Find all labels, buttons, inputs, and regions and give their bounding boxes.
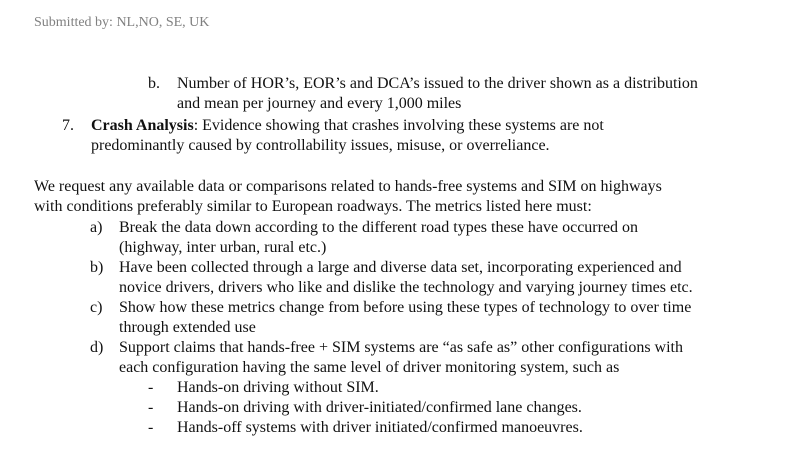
metric-d-line-2: each configuration having the same level of driver monitoring system, such as xyxy=(119,359,620,376)
item-b-line-1: Number of HOR’s, EOR’s and DCA’s issued to the driver shown as a distribution xyxy=(177,75,698,92)
metric-a-line-2: (highway, inter urban, rural etc.) xyxy=(119,239,327,256)
request-paragraph-line-2: with conditions preferably similar to European roadways. The metrics listed here must: xyxy=(34,198,592,215)
crash-analysis-text: : Evidence showing that crashes involving these systems are not xyxy=(193,117,604,134)
sub-bullet-1-marker: - xyxy=(148,379,154,396)
metric-d-marker: d) xyxy=(90,339,104,356)
item-b-line-2: and mean per journey and every 1,000 miles xyxy=(177,95,462,112)
sub-bullet-3-text: Hands-off systems with driver initiated/confirmed manoeuvres. xyxy=(177,419,583,436)
item-7-line-1 xyxy=(91,116,604,136)
metric-a-marker: a) xyxy=(90,219,103,236)
metric-c-marker: c) xyxy=(90,299,103,316)
metric-b-line-2: novice drivers, drivers who like and dislike the technology and varying journey times etc. xyxy=(119,279,693,296)
metric-b-marker: b) xyxy=(90,259,104,276)
metric-a-line-1: Break the data down according to the different road types these have occurred on xyxy=(119,219,639,236)
crash-analysis-heading: Crash Analysis xyxy=(91,117,194,134)
sub-bullet-2-text: Hands-on driving with driver-initiated/confirmed lane changes. xyxy=(177,399,582,416)
item-7-line-2: predominantly caused by controllability issues, misuse, or overreliance. xyxy=(91,137,550,154)
item-7-marker: 7. xyxy=(62,117,74,134)
sub-bullet-1-text: Hands-on driving without SIM. xyxy=(177,379,379,396)
submitted-by-header: Submitted by: NL,NO, SE, UK xyxy=(34,15,210,30)
metric-d-line-1: Support claims that hands-free + SIM systems are “as safe as” other configurations with xyxy=(119,339,683,356)
metric-c-line-2: through extended use xyxy=(119,319,256,336)
metric-c-line-1: Show how these metrics change from before using these types of technology to over time xyxy=(119,299,692,316)
request-paragraph-line-1: We request any available data or comparisons related to hands-free systems and SIM on highways xyxy=(34,178,662,195)
sub-bullet-3-marker: - xyxy=(148,419,154,436)
item-b-marker: b. xyxy=(148,75,160,92)
metric-b-line-1: Have been collected through a large and diverse data set, incorporating experienced and xyxy=(119,259,682,276)
sub-bullet-2-marker: - xyxy=(148,399,154,416)
